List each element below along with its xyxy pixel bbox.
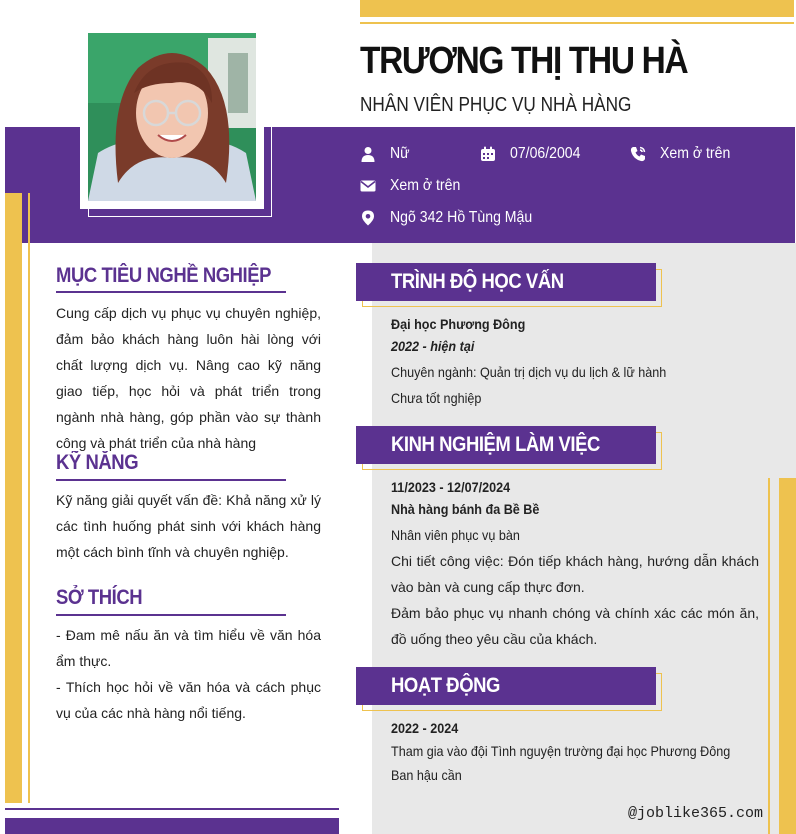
address-value: Ngõ 342 Hồ Tùng Mậu <box>390 209 533 226</box>
hobby-item: - Thích học hỏi về văn hóa và cách phục vụ của các nhà hàng nổi tiếng. <box>56 679 321 721</box>
bottom-accent-line <box>5 808 339 810</box>
experience-period: 11/2023 - 12/07/2024 <box>391 479 511 495</box>
activities-period: 2022 - 2024 <box>391 720 459 736</box>
education-status: Chưa tốt nghiệp <box>391 390 482 406</box>
objective-rule <box>56 291 286 293</box>
phone-icon <box>630 146 646 162</box>
education-title: TRÌNH ĐỘ HỌC VẤN <box>391 270 564 293</box>
contact-gender <box>360 145 412 163</box>
contact-address <box>360 209 552 227</box>
birthday-value: 07/06/2004 <box>510 145 581 162</box>
contact-birthday <box>480 145 590 163</box>
contact-phone <box>630 145 740 163</box>
hobby-item: - Đam mê nấu ăn và tìm hiểu về văn hóa ẩm thực. <box>56 627 321 669</box>
experience-content <box>391 474 759 652</box>
top-accent-bar <box>360 0 794 17</box>
hobbies-list <box>56 622 321 726</box>
envelope-icon <box>360 178 376 194</box>
education-period: 2022 - hiện tại <box>391 338 475 354</box>
activities-title-box <box>356 667 656 705</box>
candidate-name: TRƯƠNG THỊ THU HÀ <box>360 40 688 82</box>
bottom-accent-bar <box>5 818 339 834</box>
objective-title: MỤC TIÊU NGHỀ NGHIỆP <box>56 264 272 287</box>
activities-organization: Tham gia vào đội Tình nguyện trường đại học Phương Đông <box>391 743 731 759</box>
education-school: Đại học Phương Đông <box>391 316 526 332</box>
activities-role: Ban hậu cần <box>391 767 462 783</box>
experience-title: KINH NGHIỆM LÀM VIỆC <box>391 433 600 456</box>
experience-detail: Chi tiết công việc: Đón tiếp khách hàng, hướng dẫn khách vào bàn và cung cấp thực đơn. <box>391 553 759 595</box>
experience-role: Nhân viên phục vụ bàn <box>391 527 520 543</box>
left-accent-line <box>28 193 30 803</box>
calendar-icon <box>480 146 496 162</box>
contact-email <box>360 177 470 195</box>
education-title-box <box>356 263 656 301</box>
watermark-text: @joblike365.com <box>628 805 764 822</box>
right-accent-line <box>768 478 770 834</box>
top-accent-line <box>360 22 794 24</box>
education-content <box>391 311 759 411</box>
experience-detail: Đảm bảo phục vụ nhanh chóng và chính xác các món ăn, đồ uống theo yêu cầu của khách. <box>391 605 759 647</box>
skills-rule <box>56 479 286 481</box>
phone-value: Xem ở trên <box>660 145 731 162</box>
skills-text: Kỹ năng giải quyết vấn đề: Khả năng xử lý các tình huống phát sinh với khách hàng một cách bình tĩnh và chuyên nghiệp. <box>56 492 321 560</box>
location-pin-icon <box>360 210 376 226</box>
left-accent-bar <box>5 193 22 803</box>
user-icon <box>360 146 376 162</box>
skills-title: KỸ NĂNG <box>56 451 139 474</box>
activities-content <box>391 715 759 788</box>
hobbies-title: SỞ THÍCH <box>56 586 143 609</box>
hobbies-rule <box>56 614 286 616</box>
activities-title: HOẠT ĐỘNG <box>391 674 500 697</box>
job-position: NHÂN VIÊN PHỤC VỤ NHÀ HÀNG <box>360 94 632 116</box>
objective-text: Cung cấp dịch vụ phục vụ chuyên nghiệp, đảm bảo khách hàng luôn hài lòng với chất lượng dịch vụ. Nâng cao kỹ năng giao tiếp, học hỏi và phát triển trong ngành nhà hàng, góp phần vào sự thành công và phát triển của nhà hàng <box>56 305 321 451</box>
education-major: Chuyên ngành: Quản trị dịch vụ du lịch & lữ hành <box>391 364 667 380</box>
experience-company: Nhà hàng bánh đa Bề Bề <box>391 501 540 517</box>
email-value: Xem ở trên <box>390 177 461 194</box>
profile-photo <box>88 33 256 201</box>
right-accent-bar <box>779 478 796 834</box>
experience-title-box <box>356 426 656 464</box>
gender-value: Nữ <box>390 145 410 162</box>
